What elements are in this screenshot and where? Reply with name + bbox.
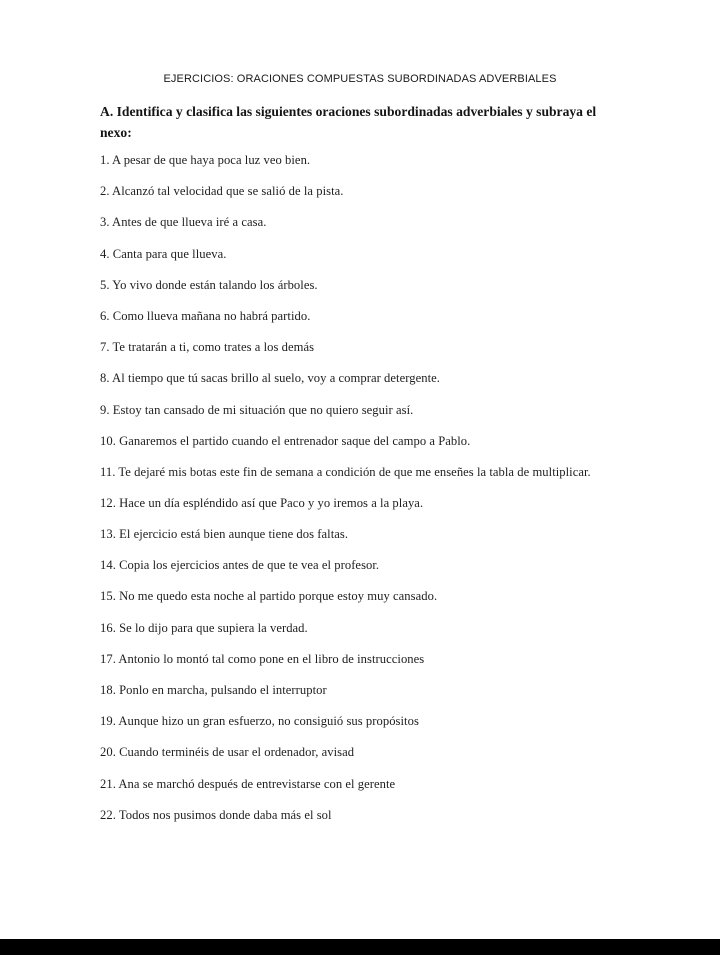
exercise-item: 8. Al tiempo que tú sacas brillo al suelo, voy a comprar detergente. — [100, 371, 440, 386]
exercise-item: 7. Te tratarán a ti, como trates a los demás — [100, 340, 315, 355]
bottom-black-bar — [0, 939, 720, 955]
exercise-item: 17. Antonio lo montó tal como pone en el libro de instrucciones — [100, 651, 425, 666]
exercise-item: 21. Ana se marchó después de entrevistarse con el gerente — [100, 776, 396, 791]
exercise-item: 10. Ganaremos el partido cuando el entrenador saque del campo a Pablo. — [100, 433, 471, 448]
exercise-item: 1. A pesar de que haya poca luz veo bien. — [100, 153, 311, 167]
exercise-item: 4. Canta para que llueva. — [100, 246, 227, 261]
exercise-item: 16. Se lo dijo para que supiera la verdad. — [100, 620, 308, 635]
exercise-item: 13. El ejercicio está bien aunque tiene dos faltas. — [100, 527, 349, 542]
exercise-list — [100, 150, 610, 836]
exercise-item: 6. Como llueva mañana no habrá partido. — [100, 308, 311, 323]
page-title: EJERCICIOS: ORACIONES COMPUESTAS SUBORDINADAS ADVERBIALES — [163, 73, 557, 85]
exercise-item: 19. Aunque hizo un gran esfuerzo, no consiguió sus propósitos — [100, 714, 419, 729]
exercise-item: 11. Te dejaré mis botas este fin de semana a condición de que me enseñes la tabla de multiplicar. — [100, 464, 591, 479]
exercise-instruction: A. Identifica y clasifica las siguientes oraciones subordinadas adverbiales y subraya el nexo: — [100, 104, 597, 140]
exercise-item: 22. Todos nos pusimos donde daba más el sol — [100, 807, 332, 822]
exercise-item: 9. Estoy tan cansado de mi situación que no quiero seguir así. — [100, 402, 414, 417]
exercise-item: 12. Hace un día espléndido así que Paco y yo iremos a la playa. — [100, 495, 424, 510]
exercise-item: 14. Copia los ejercicios antes de que te vea el profesor. — [100, 558, 380, 573]
exercise-item: 15. No me quedo esta noche al partido porque estoy muy cansado. — [100, 589, 438, 604]
exercise-item: 3. Antes de que llueva iré a casa. — [100, 215, 267, 230]
exercise-item: 18. Ponlo en marcha, pulsando el interruptor — [100, 683, 327, 697]
exercise-item: 5. Yo vivo donde están talando los árboles. — [100, 277, 318, 292]
exercise-item: 20. Cuando terminéis de usar el ordenador, avisad — [100, 745, 355, 760]
exercise-item: 2. Alcanzó tal velocidad que se salió de la pista. — [100, 184, 344, 199]
